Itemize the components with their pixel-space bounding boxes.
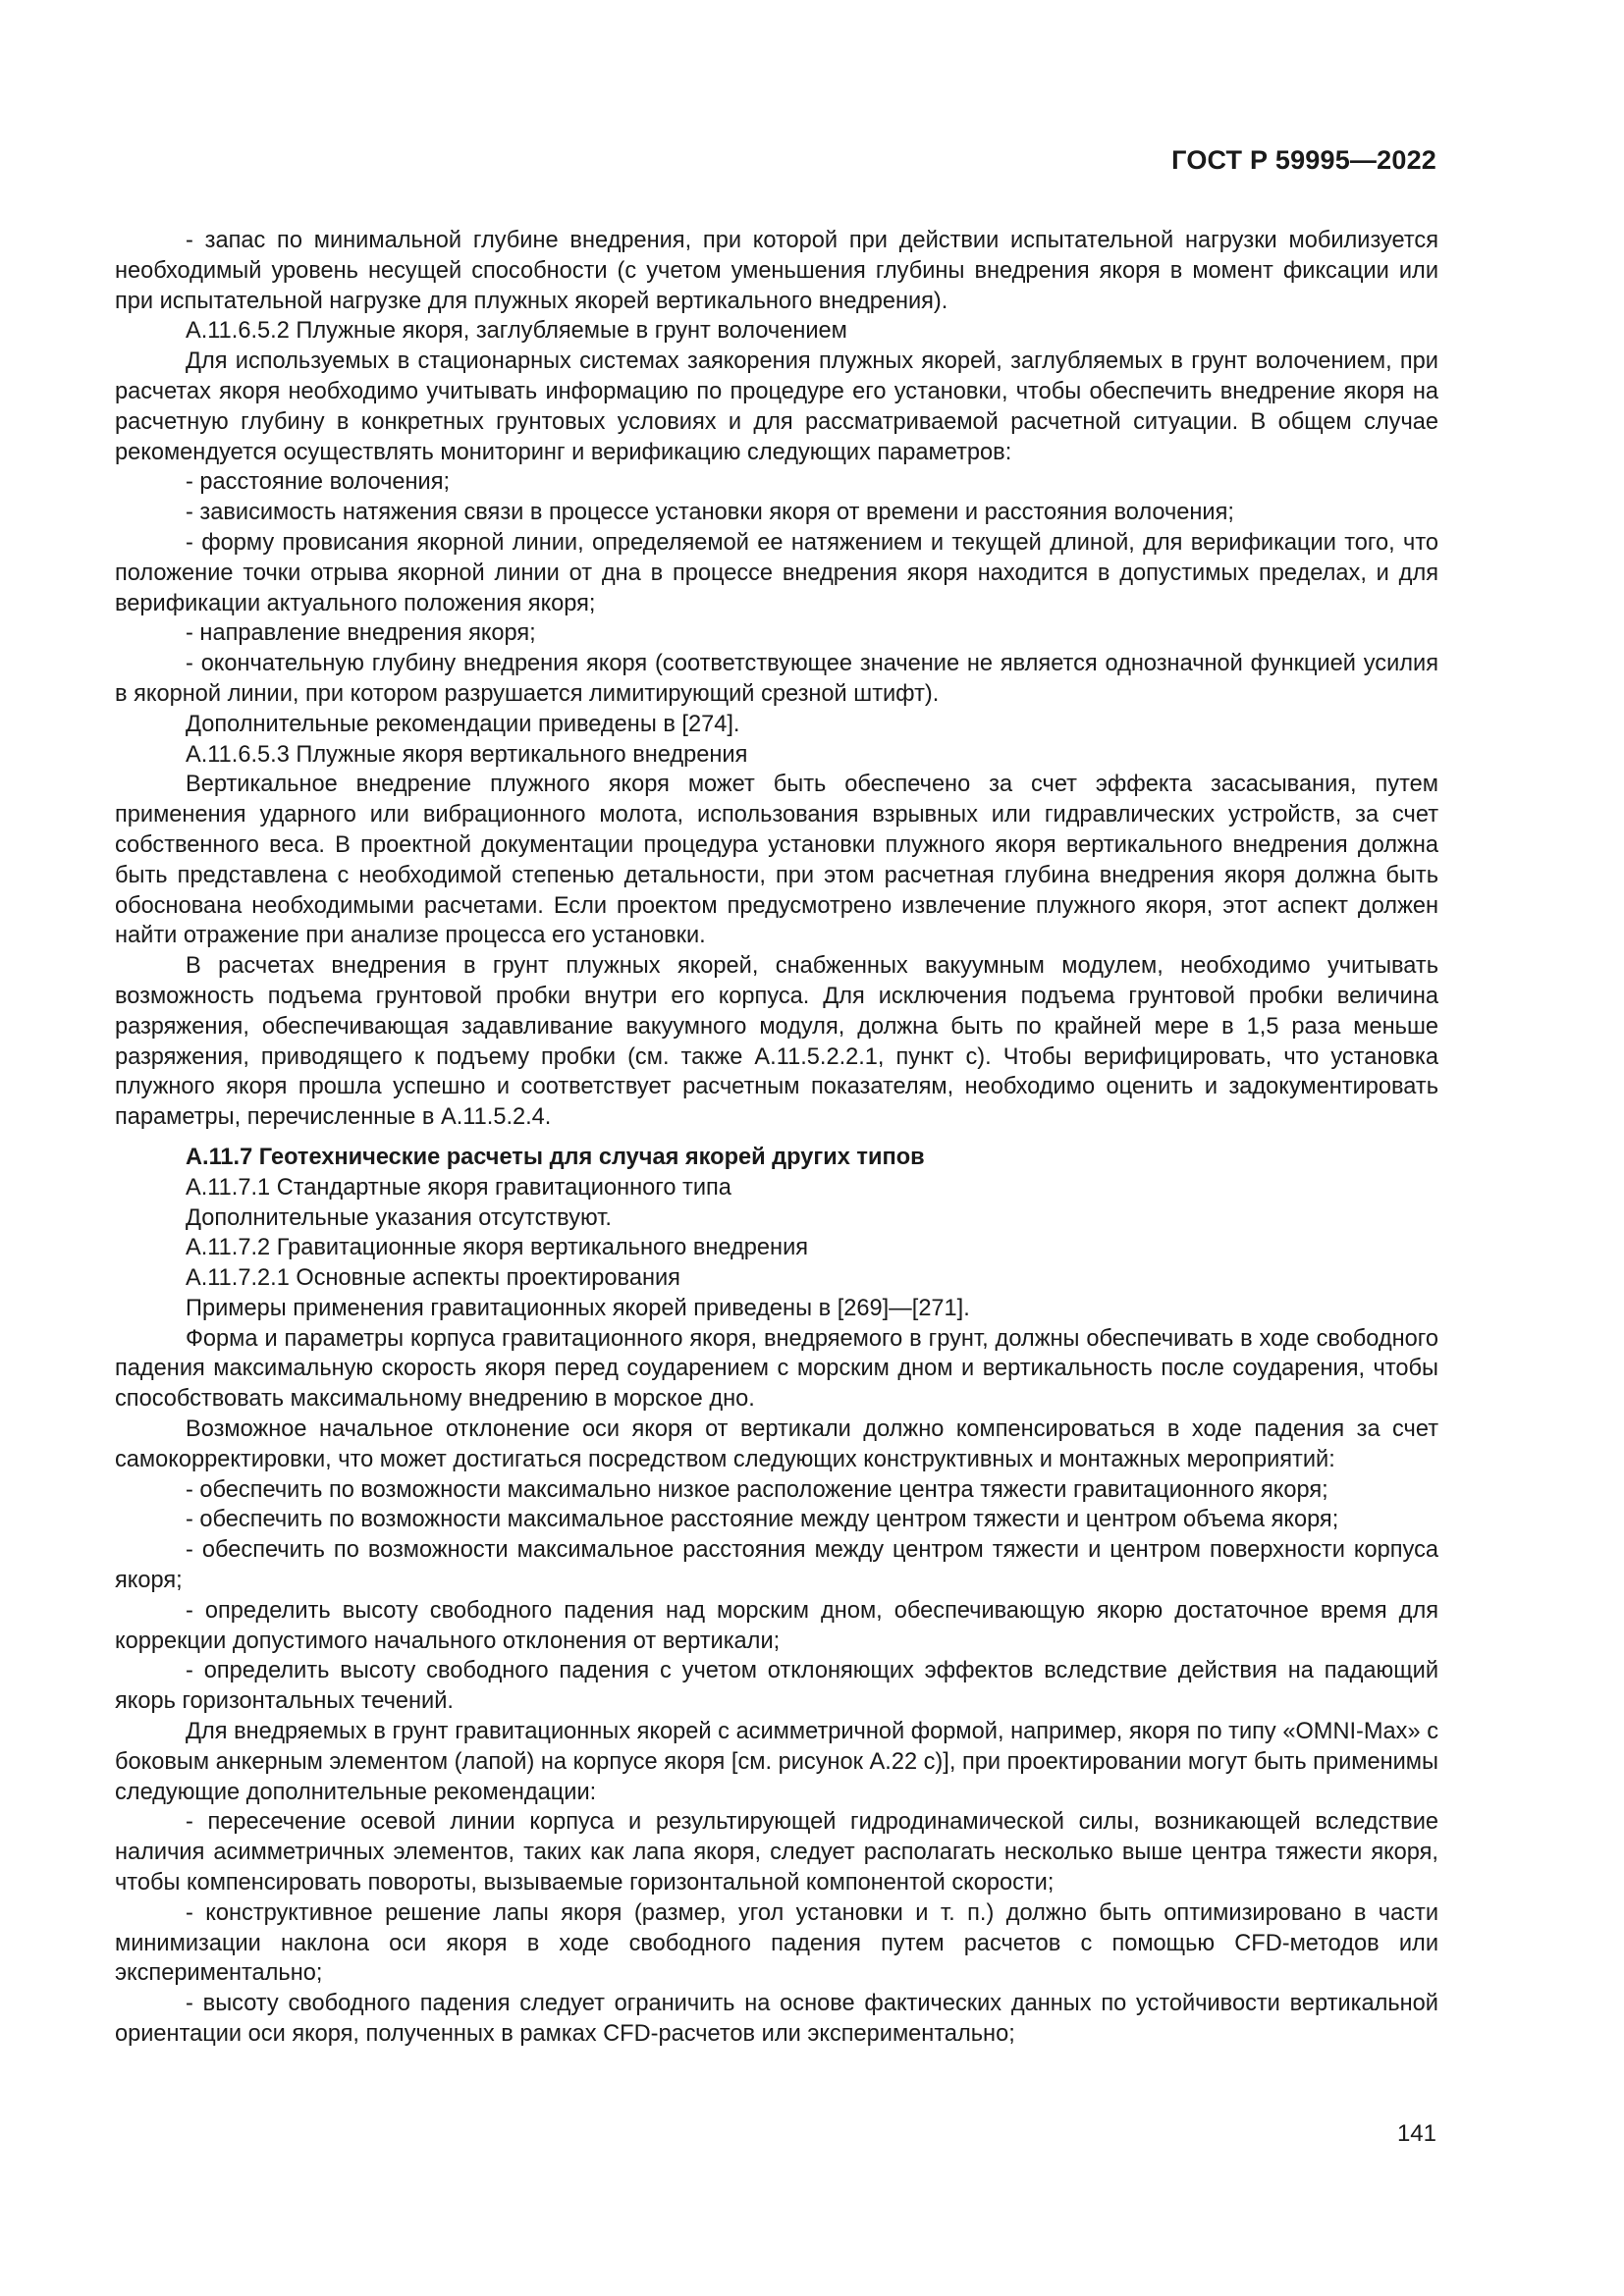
list-item: - обеспечить по возможности максимальное расстояние между центром тяжести и центром объема якоря;: [186, 1507, 1339, 1533]
subsection-title: А.11.6.5.2 Плужные якоря, заглубляемые в грунт волочением: [186, 318, 847, 345]
paragraph: В расчетах внедрения в грунт плужных якорей, снабженных вакуумным модулем, необходимо учитывать возможность подъема грунтовой пробки внутри его корпуса. Для исключения подъема грунтовой пробки величина разряжения, обеспечивающая задавливание вакуумного модуля, должна быть по крайней мере в 1,5 раза меньше разряжения, приводящего к подъему пробки (см. также А.11.5.2.2.1, пункт с). Чтобы верифицировать, что установка плужного якоря прошла успешно и соответствует расчетным показателям, необходимо оценить и задокументировать параметры, перечисленные в А.11.5.2.4.: [115, 953, 1438, 1131]
paragraph: Дополнительные рекомендации приведены в [274].: [186, 711, 740, 737]
list-item: - форму провисания якорной линии, определяемой ее натяжением и текущей длиной, для верификации того, что положение точки отрыва якорной линии от дна в процессе внедрения якоря находится в допустимых пределах, и для верификации актуального положения якоря;: [115, 529, 1438, 616]
list-item: - высоту свободного падения следует ограничить на основе фактических данных по устойчивости вертикальной ориентации оси якоря, полученных в рамках CFD-расчетов или экспериментально;: [115, 1991, 1438, 2048]
list-item: - определить высоту свободного падения над морским дном, обеспечивающую якорю достаточное время для коррекции допустимого начального отклонения от вертикали;: [115, 1597, 1438, 1654]
paragraph: Вертикальное внедрение плужного якоря может быть обеспечено за счет эффекта засасывания, путем применения ударного или вибрационного молота, использования взрывных или гидравлических устройств, за счет собственного веса. В проектной документации процедура установки плужного якоря вертикального внедрения должна быть представлена с необходимой степенью детальности, при этом расчетная глубина внедрения якоря должна быть обоснована необходимыми расчетами. Если проектом предусмотрено извлечение плужного якоря, этот аспект должен найти отражение при анализе процесса его установки.: [115, 772, 1438, 949]
paragraph: Для используемых в стационарных системах заякорения плужных якорей, заглубляемых в грунт волочением, при расчетах якоря необходимо учитывать информацию по процедуре его установки, чтобы обеспечить внедрение якоря на расчетную глубину в конкретных грунтовых условиях и для рассматриваемой расчетной ситуации. В общем случае рекомендуется осуществлять мониторинг и верификацию следующих параметров:: [115, 348, 1438, 465]
paragraph: - запас по минимальной глубине внедрения, при которой при действии испытательной нагрузки мобилизуется необходимый уровень несущей способности (с учетом уменьшения глубины внедрения якоря в момент фиксации или при испытательной нагрузке для плужных якорей вертикального внедрения).: [115, 228, 1438, 314]
list-item: - обеспечить по возможности максимальное расстояния между центром тяжести и центром поверхности корпуса якоря;: [115, 1537, 1438, 1594]
paragraph: Форма и параметры корпуса гравитационного якоря, внедряемого в грунт, должны обеспечивать в ходе свободного падения максимальную скорость якоря перед соударением с морским дном и вертикальность после соударения, чтобы способствовать максимальному внедрению в морское дно.: [115, 1325, 1438, 1413]
paragraph: Дополнительные указания отсутствуют.: [186, 1204, 612, 1231]
page-number: 141: [1396, 2120, 1436, 2147]
subsection-title: А.11.7.1 Стандартные якоря гравитационного типа: [186, 1174, 731, 1201]
list-item: - определить высоту свободного падения с учетом отклоняющих эффектов вследствие действия на падающий якорь горизонтальных течений.: [115, 1658, 1438, 1715]
paragraph: Возможное начальное отклонение оси якоря от вертикали должно компенсироваться в ходе падения за счет самокорректировки, что может достигаться посредством следующих конструктивных и монтажных мероприятий:: [115, 1416, 1438, 1472]
subsection-title: А.11.7.2 Гравитационные якоря вертикального внедрения: [186, 1235, 809, 1261]
list-item: - конструктивное решение лапы якоря (размер, угол установки и т. п.) должно быть оптимизировано в части минимизации наклона оси якоря в ходе свободного падения путем расчетов с помощью CFD-методов или экспериментально;: [115, 1899, 1438, 1987]
section-heading: А.11.7 Геотехнические расчеты для случая якорей других типов: [186, 1144, 925, 1170]
list-item: - направление внедрения якоря;: [186, 620, 536, 647]
subsection-title: А.11.6.5.3 Плужные якоря вертикального внедрения: [186, 741, 748, 768]
list-item: - обеспечить по возможности максимально низкое расположение центра тяжести гравитационного якоря;: [186, 1476, 1328, 1503]
paragraph: Для внедряемых в грунт гравитационных якорей с асимметричной формой, например, якоря по типу «OMNI-Max» с боковым анкерным элементом (лапой) на корпусе якоря [см. рисунок А.22 с)], при проектировании могут быть применимы следующие дополнительные рекомендации:: [115, 1719, 1438, 1805]
list-item: - зависимость натяжения связи в процессе установки якоря от времени и расстояния волочения;: [186, 500, 1234, 526]
list-item: - пересечение осевой линии корпуса и результирующей гидродинамической силы, возникающей вследствие наличия асимметричных элементов, таких как лапа якоря, следует располагать несколько выше центра тяжести якоря, чтобы компенсировать повороты, вызываемые горизонтальной компонентой скорости;: [115, 1809, 1438, 1896]
list-item: - окончательную глубину внедрения якоря (соответствующее значение не является однозначной функцией усилия в якорной линии, при котором разрушается лимитирующий срезной штифт).: [115, 651, 1438, 707]
subsection-title: А.11.7.2.1 Основные аспекты проектирования: [186, 1265, 680, 1292]
document-header: ГОСТ Р 59995—2022: [1171, 145, 1436, 175]
paragraph: Примеры применения гравитационных якорей приведены в [269]—[271].: [186, 1295, 970, 1321]
document-body: [115, 226, 1438, 2050]
list-item: - расстояние волочения;: [186, 469, 451, 496]
